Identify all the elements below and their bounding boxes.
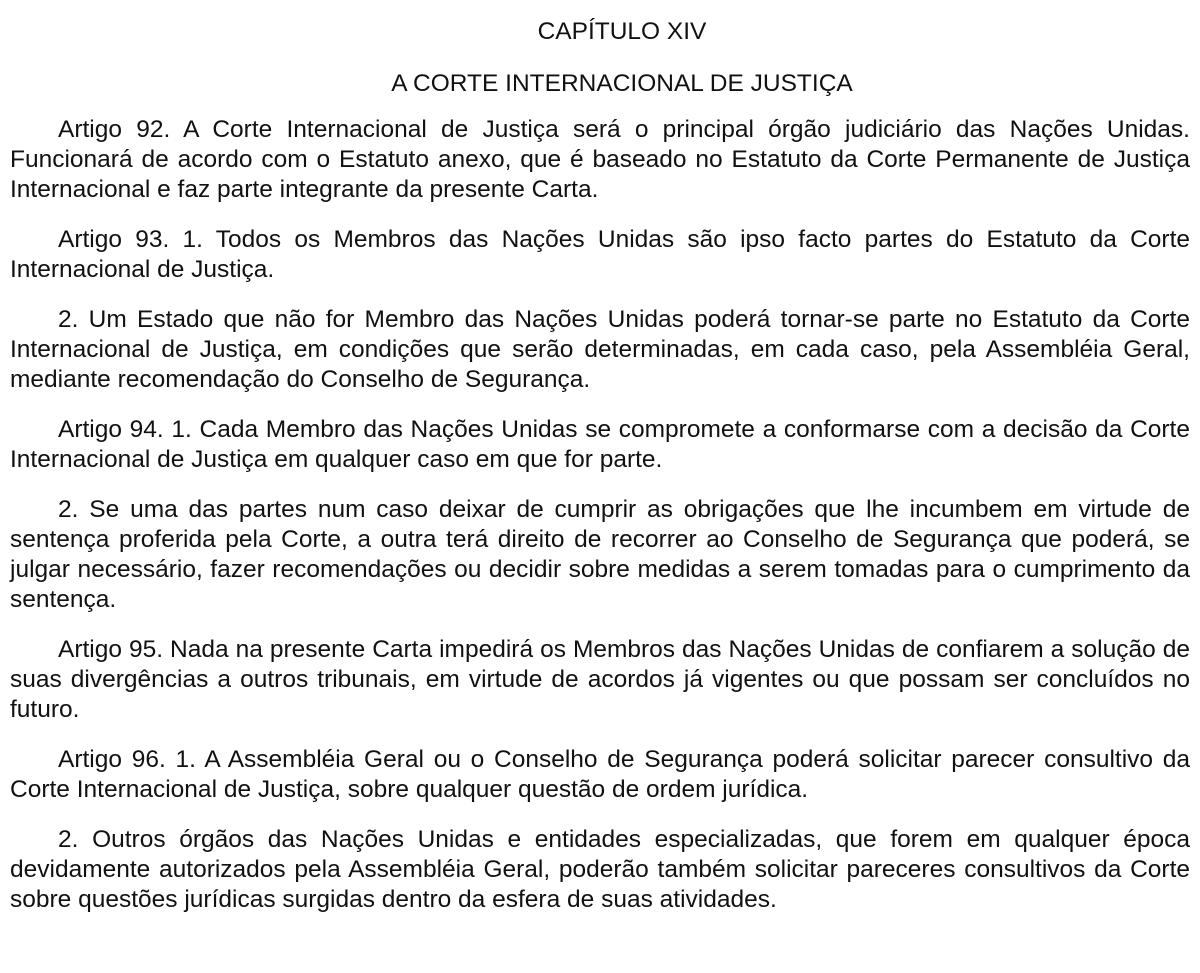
chapter-title: A CORTE INTERNACIONAL DE JUSTIÇA <box>391 70 853 97</box>
paragraph-article-93-2: 2. Um Estado que não for Membro das Nações Unidas poderá tornar-se parte no Estatuto da Corte Internacional de Justiça, em condições que serão determinadas, em cada caso, pela Assembléia Geral, mediante recomendação do Conselho de Segurança. <box>10 306 1190 393</box>
paragraph-article-96-2: 2. Outros órgãos das Nações Unidas e entidades especializadas, que forem em qualquer época devidamente autorizados pela Assembléia Geral, poderão também solicitar pareceres consultivos da Corte sobre questões jurídicas surgidas dentro da esfera de suas atividades. <box>10 826 1190 913</box>
paragraph-article-95: Artigo 95. Nada na presente Carta impedirá os Membros das Nações Unidas de confiarem a solução de suas divergências a outros tribunais, em virtude de acordos já vigentes ou que possam ser concluídos no futuro. <box>10 636 1190 723</box>
paragraph-article-96-1: Artigo 96. 1. A Assembléia Geral ou o Conselho de Segurança poderá solicitar parecer consultivo da Corte Internacional de Justiça, sobre qualquer questão de ordem jurídica. <box>10 746 1190 803</box>
paragraph-article-92: Artigo 92. A Corte Internacional de Justiça será o principal órgão judiciário das Nações Unidas. Funcionará de acordo com o Estatuto anexo, que é baseado no Estatuto da Corte Permanente de Justiça Internacional e faz parte integrante da presente Carta. <box>10 116 1190 203</box>
chapter-number: CAPÍTULO XIV <box>537 18 707 45</box>
document-page <box>10 0 1190 915</box>
paragraph-article-94-1: Artigo 94. 1. Cada Membro das Nações Unidas se compromete a conformarse com a decisão da Corte Internacional de Justiça em qualquer caso em que for parte. <box>10 416 1190 473</box>
paragraph-article-94-2: 2. Se uma das partes num caso deixar de cumprir as obrigações que lhe incumbem em virtude de sentença proferida pela Corte, a outra terá direito de recorrer ao Conselho de Segurança que poderá, se julgar necessário, fazer recomendações ou decidir sobre medidas a serem tomadas para o cumprimento da sentença. <box>10 496 1190 613</box>
paragraph-article-93-1: Artigo 93. 1. Todos os Membros das Nações Unidas são ipso facto partes do Estatuto da Corte Internacional de Justiça. <box>10 226 1190 283</box>
